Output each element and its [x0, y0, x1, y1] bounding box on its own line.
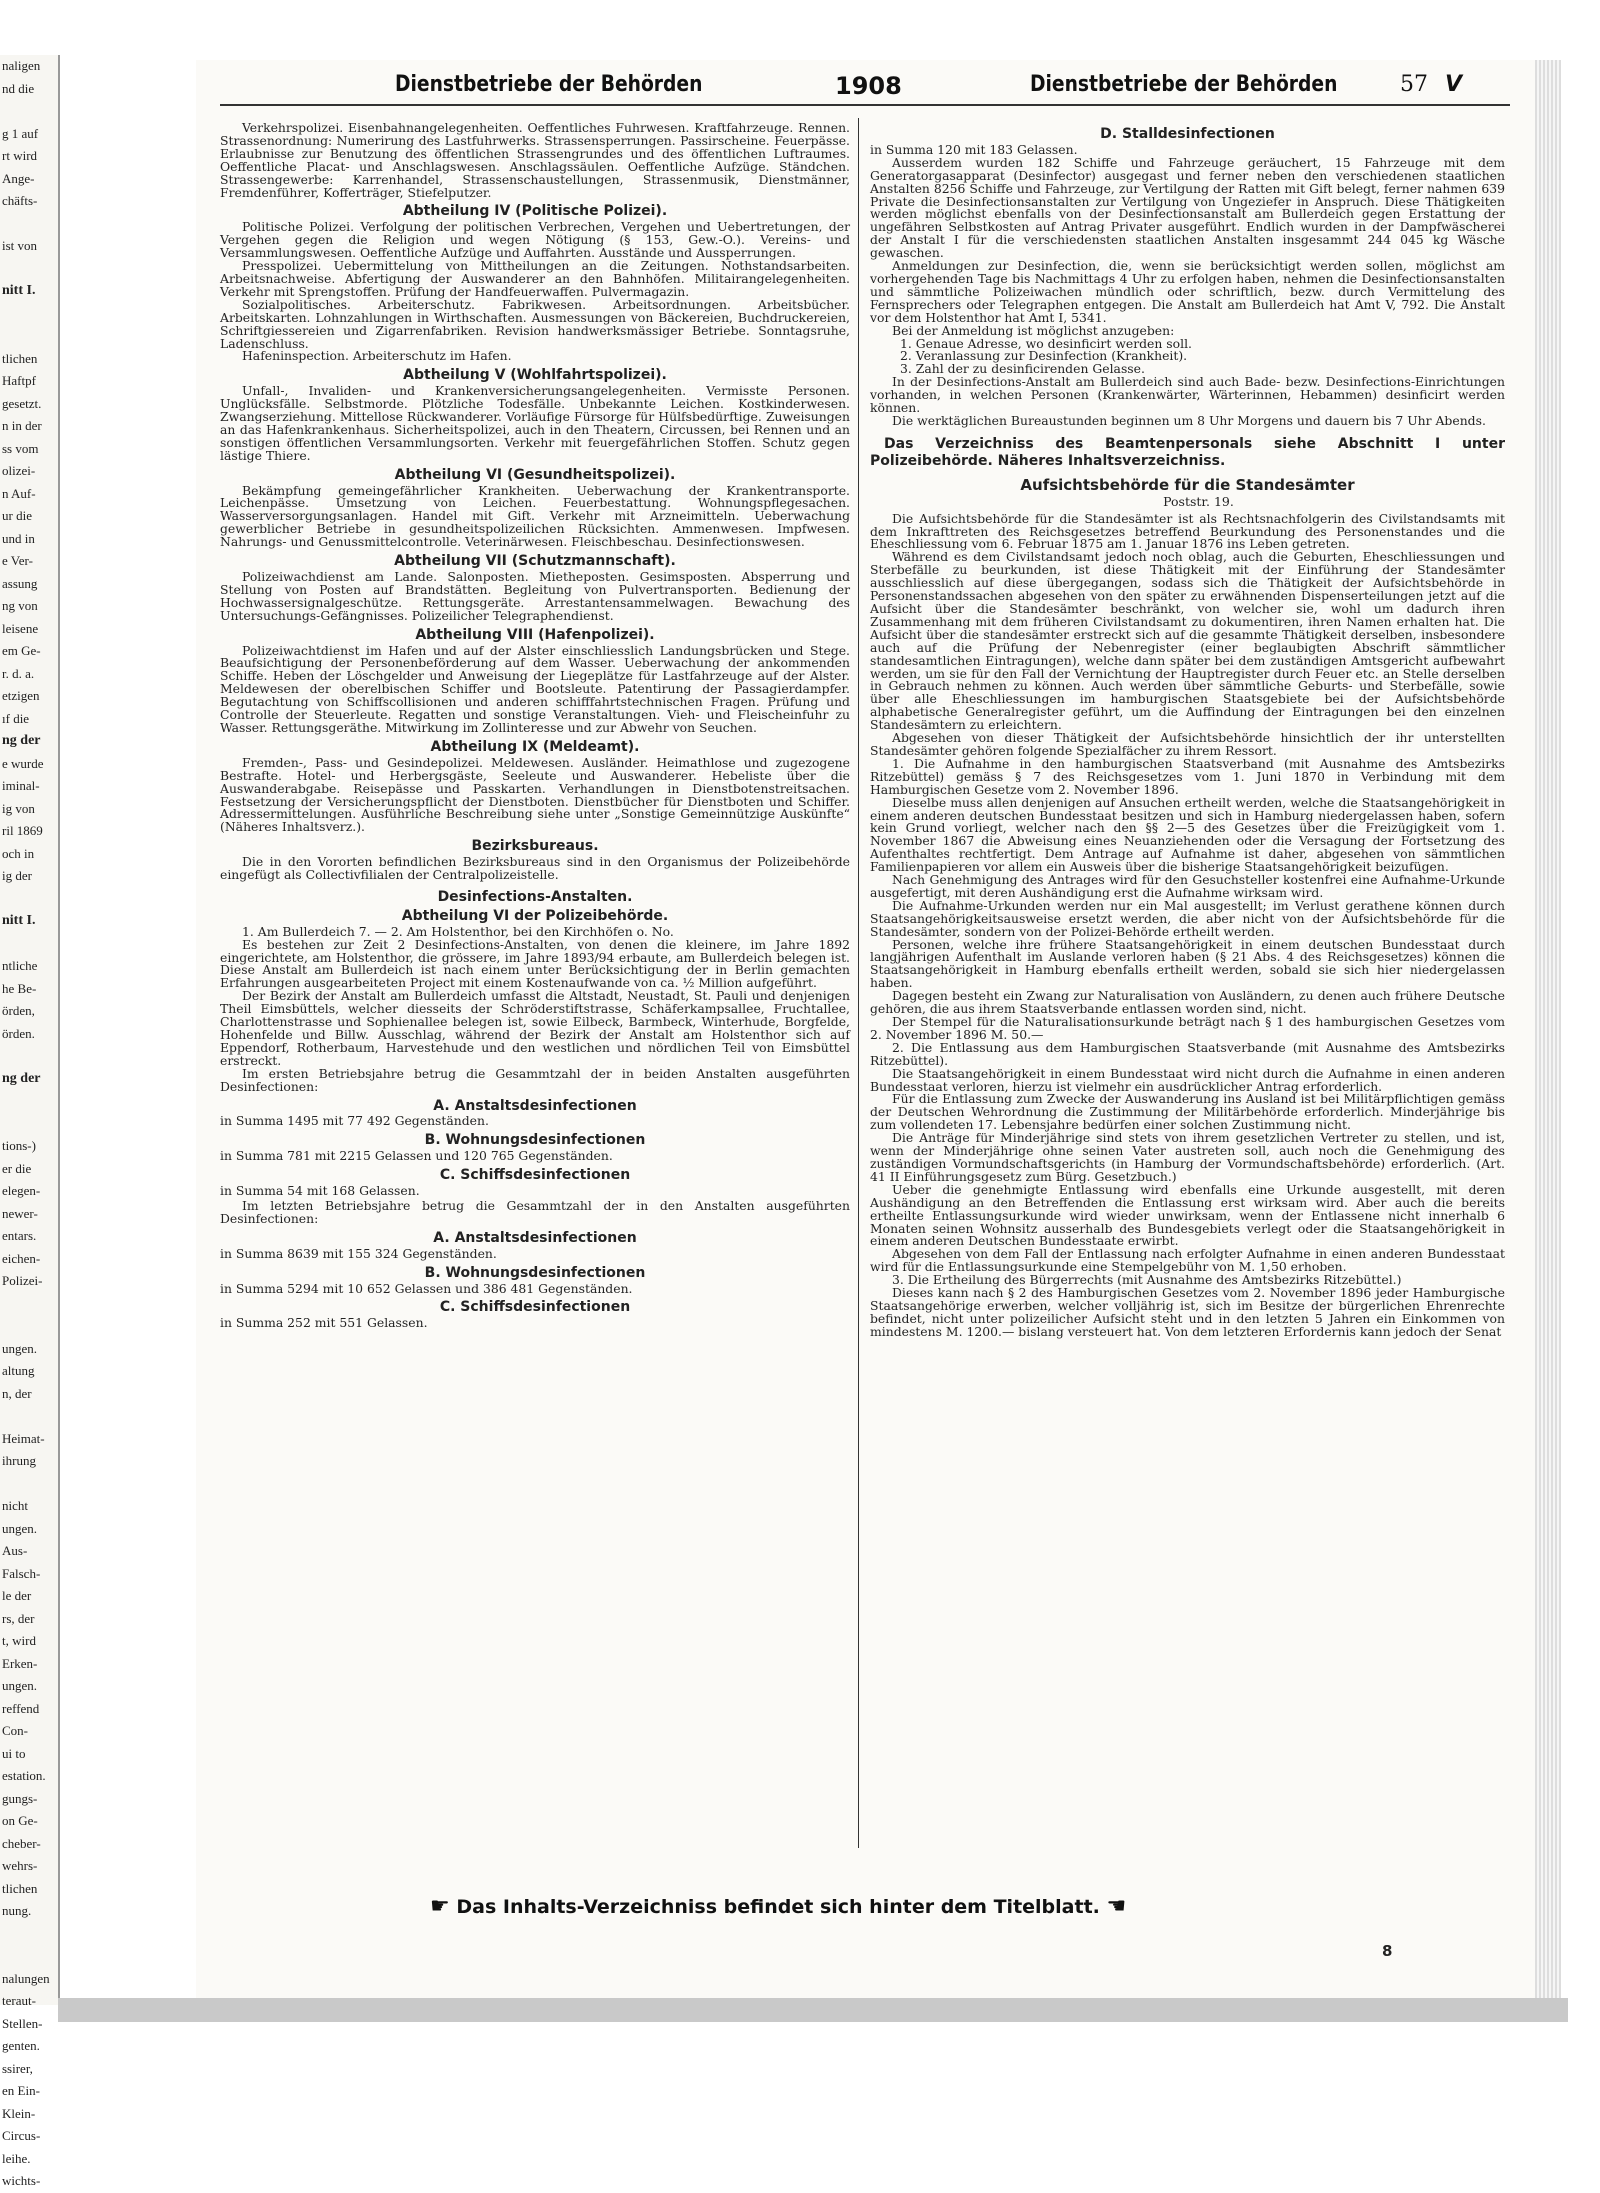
edge-fragment: olizei- — [2, 463, 36, 478]
desinfection-details — [870, 154, 1505, 338]
table-of-contents-note — [430, 1894, 1126, 1919]
department-paragraph: Sozialpolitisches. Arbeiterschutz. Fabrikwesen. Arbeitsordnungen. Arbeitsbücher. Arbeitskarten. Lohnzahlungen in Wirthschaften. Ausmessungen von Bäckereien, Buchdruckereien, Schriftgiessereien und Zigarrenfabriken. Revision handwerksmässiger Betriebe. Sonntagsruhe, Ladenschluss. — [220, 296, 850, 351]
department-paragraph: Presspolizei. Uebermittelung von Mittheilungen an die Zeitungen. Nothstandsarbeiten. Arbeitsnachweise. Abfertigung der Auswanderer an den Bahnhöfen. Militairangelegenheiten. Verkehr mit Sprengstoffen. Prüfung der Handfeuerwaffen. Pulvermagazin. — [220, 258, 850, 299]
edge-fragment: reffend — [2, 1700, 40, 1716]
stall-desinfection-total: in Summa 120 mit 183 Gelassen. — [870, 141, 1078, 157]
paragraph: Anmeldungen zur Desinfection, die, wenn sie berücksichtigt werden sollen, möglichst am vorhergehenden Tage bis Nachmittags 4 Uhr zu erfolgen haben, nehmen die Desinfectionsanstalten und sämmtliche Polizeiwachen mündlich oder schriftlich, bezw. durch Vermittelung des Fernsprechers oder Telegraphen entgegen. Die Anstalt am Bullerdeich hat Amt V, 792. Die Anstalt vor dem Holstenthor hat Amt I, 5341. — [870, 258, 1505, 325]
paragraph: Für die Entlassung zum Zwecke der Auswanderung ins Ausland ist bei Militärpflichtigen gemäss der Deutschen Wehrordnung die Zustimmung der Militärbehörde erforderlich. Minderjährige bis zum vollendeten 17. Lebensjahre bedürfen einer solchen Zustimmung nicht. — [870, 1091, 1505, 1133]
edge-fragment: newer- — [2, 1205, 38, 1221]
header-rule — [220, 104, 1510, 106]
list-item: 3. Zahl der zu desinficirenden Gelasse. — [900, 361, 1145, 377]
statistic-total: in Summa 8639 mit 155 324 Gegenständen. — [220, 1245, 497, 1261]
header-page-number: 57 — [1400, 72, 1428, 97]
edge-fragment — [0, 1405, 58, 1428]
edge-fragment: ui to — [2, 1745, 26, 1761]
edge-fragment — [0, 1473, 58, 1496]
department-heading: Abtheilung IX (Meldeamt). — [430, 738, 640, 755]
edge-fragment: t, wird — [2, 1633, 36, 1648]
edge-fragment — [0, 1315, 58, 1338]
edge-fragment: chäfts- — [2, 193, 38, 208]
first-year-statistics — [220, 1097, 850, 1199]
edge-fragment — [0, 1945, 58, 1968]
edge-fragment: nitt I. — [2, 283, 36, 298]
statistic-total: in Summa 54 mit 168 Gelassen. — [220, 1183, 420, 1199]
edge-fragment: nung. — [2, 1903, 32, 1918]
statistic-total: in Summa 1495 mit 77 492 Gegenständen. — [220, 1113, 489, 1129]
edge-fragment: Stellen- — [2, 2015, 43, 2031]
edge-fragment: ig von — [2, 800, 35, 816]
paragraph: Der Stempel für die Naturalisationsurkunde beträgt nach § 1 des hamburgischen Gesetzes vom 2. November 1896 M. 50.— — [870, 1014, 1505, 1042]
paragraph: In der Desinfections-Anstalt am Bullerdeich sind auch Bade- bezw. Desinfections-Einrichtungen vorhanden, in welchen Personen (Krankenwärter, Wärterinnen, Hebammen) desinficirt werden können. — [870, 374, 1505, 416]
paragraph: Abgesehen von dieser Thätigkeit der Aufsichtsbehörde hinsichtlich der ihr unterstellten Standesämter gehören folgende Spezialfächer zu ihrem Ressort. — [870, 730, 1505, 758]
paragraph: Während es dem Civilstandsamt jedoch noch oblag, auch die Geburten, Eheschliessungen und Sterbefälle zu beurkunden, ist diese Thätigkeit mit der Einführung der Standesämter ausschliesslich auf diese übergegangen, sodass sich die Thätigkeit der Aufsichtsbehörde in Personenstandssachen abgesehen von den später zu erwähnenden Dispenserteilungen jetzt auf die Aufsicht über die Standesämter beschränkt, von welcher sie, wohl um dadurch ihren Zusammenhang mit dem früheren Civilstandsamt zu dokumentiren, ihren Namen erhalten hat. Die Aufsicht über die standesämter erstreckt sich auf die gesammte Thätigkeit derselben, insbesondere auch auf die Prüfung der Nebenregister (einer beglaubigten Abschrift sämmtlicher standesamtlichen Eintragungen), welche dann später bei dem zuständigen Amtsgericht aufbewahrt werden, um sie für den Fall der Vernichtung der Hauptregister durch Feuer etc. an Stelle derselben in Gebrauch nehmen zu können. Auch werden über sämmtliche Geburts- und Sterbefälle, sowie über alle Eheschliessungen im hamburgischen Staatsgebiete bei der Aufsichtsbehörde alphabetische Generalregister geführt, um die Auffindung der Eintragungen bei den einzelnen Standesämtern zu erleichtern. — [870, 549, 1505, 733]
desinfection-paragraph: Im ersten Betriebsjahre betrug die Gesammtzahl der in beiden Anstalten ausgeführten Desinfectionen: — [220, 1065, 850, 1094]
paragraph: Dagegen besteht ein Zwang zur Naturalisation von Ausländern, zu denen auch frühere Deutsche gehören, die aus ihrem Staatsverbande entlassen worden sind, nicht. — [870, 988, 1505, 1017]
paragraph: Dieses kann nach § 2 des Hamburgischen Gesetzes vom 2. November 1896 jeder Hamburgische Staatsangehörige erwerben, welcher volljährig ist, sich im Besitze der bürgerlichen Ehrenrechte befindet, nicht unter polizeilicher Aufsicht steht und in den letzten 5 Jahren ein Einkommen von mindestens M. 1200.— bislang versteuert hat. Von dem letzteren Erfordernis kann jedoch der Senat — [870, 1285, 1505, 1339]
paragraph: Die Staatsangehörigkeit in einem Bundesstaat wird nicht durch die Aufnahme in einen anderen Bundesstaat verloren, hierzu ist vielmehr ein ausdrücklicher Antrag erforderlich. — [870, 1065, 1505, 1094]
edge-fragment: cheber- — [2, 1835, 41, 1851]
edge-fragment: Klein- — [2, 2105, 36, 2121]
paragraph: Personen, welche ihre frühere Staatsangehörigkeit in einem deutschen Bundesstaat durch langjährigen Aufenthalt im Auslande verloren haben (§ 21 Abs. 4 des Reichsgesetzes) können die Staatsangehörigkeit in Hamburg ebenfalls ertheilt werden, sobald sie sich hier niedergelassen haben. — [870, 936, 1505, 991]
edge-fragment: ungen. — [2, 1340, 38, 1356]
statistic-total: in Summa 781 mit 2215 Gelassen und 120 765 Gegenständen. — [220, 1148, 613, 1164]
edge-fragment: rt wird — [2, 148, 38, 163]
edge-fragment: ur die — [2, 508, 32, 523]
paragraph: Abgesehen von dem Fall der Entlassung nach erfolgter Aufnahme in einen anderen Bundesstaat wird für die Entlassungsurkunde eine Stempelgebühr von M. 1,50 erhoben. — [870, 1246, 1505, 1275]
edge-fragment: ng der — [2, 733, 41, 748]
department-paragraph: Bekämpfung gemeingefährlicher Krankheiten. Ueberwachung der Krankentransporte. Leichenpässe. Umsetzung von Leichen. Feuerbestattung. Wohnungspflegesachen. Wasserversorgungsanlagen. Handel mit Gift. Verkehr mit Arzneimitteln. Ueberwachung gewerblicher Betriebe in gesundheitspolizeilichen Rücksichten. Ammenwesen. Impfwesen. Nahrungs- und Genussmittelcontrolle. Veterinärwesen. Fleischbeschau. Desinfectionswesen. — [220, 482, 850, 550]
paragraph: 1. Die Aufnahme in den hamburgischen Staatsverband (mit Ausnahme des Amtsbezirks Ritzebüttel) gemäss § 7 des Reichsgesetzes vom 1. Juni 1870 in Verbindung mit dem Hamburgischen Gesetze vom 2. November 1896. — [870, 755, 1505, 797]
paragraph: Die Aufsichtsbehörde für die Standesämter ist als Rechtsnachfolgerin des Civilstandsamts mit dem Inkrafttreten des Reichsgesetzes betreffend Beurkundung des Personenstandes und die Eheschliessung vom 6. Februar 1875 am 1. Januar 1876 ins Leben getreten. — [870, 510, 1505, 552]
edge-fragment: ng von — [2, 598, 38, 613]
edge-fragment: g 1 auf — [2, 125, 39, 141]
edge-fragment — [0, 933, 58, 956]
edge-fragment: Erken- — [2, 1655, 38, 1671]
edge-fragment: nalungen — [2, 1970, 50, 1986]
intro-paragraph: Verkehrspolizei. Eisenbahnangelegenheiten. Oeffentliches Fuhrwesen. Kraftfahrzeuge. Rennen. Strassenordnung: Numerirung des Lastfuhrwerks. Strassensperrungen. Passirscheine. Feuerpässe. Erlaubnisse zur Benutzung des öffentlichen Strassengrundes und des öffentlichen Luftraumes. Oeffentliche Placat- und Anschlagswesen. Anschlagssäulen. Oeffentliche Aufzüge. Ständchen. Strassengewerbe: Karrenhandel, Strassenschaustellungen, Strassenmusik, Dienstmänner, Fremdenführer, Kofferträger, Stiefelputzer. — [220, 120, 850, 200]
desinfection-title: Desinfections-Anstalten. — [437, 888, 633, 905]
signature-number: 8 — [1382, 1942, 1393, 1960]
edge-fragment: etzigen — [2, 688, 40, 703]
department-paragraph: Hafeninspection. Arbeiterschutz im Hafen. — [242, 348, 512, 364]
edge-fragment: Con- — [2, 1723, 28, 1738]
edge-fragment: he Be- — [2, 980, 37, 996]
supervisory-authority-text — [870, 510, 1505, 1339]
desinfection-addresses: 1. Am Bullerdeich 7. — 2. Am Holstenthor, bei den Kirchhöfen o. No. — [242, 923, 674, 939]
statistic-heading: C. Schiffsdesinfectionen — [439, 1167, 631, 1184]
department-paragraph: Polizeiwachdienst am Lande. Salonposten. Mietheposten. Gesimsposten. Absperrung und Stellung von Posten auf Brandstätten. Begleitung von Pulvertransporten. Bedienung der Hochwassersignalgeschütze. Rettungsgeräte. Arrestantensammelwagen. Bewachung des Untersuchungs-Gefängnisses. Polizeilicher Telegraphendienst. — [220, 569, 850, 623]
running-header — [200, 66, 1530, 106]
edge-fragment: und in — [2, 530, 35, 546]
desinfection-subtitle: Abtheilung VI der Polizeibehörde. — [401, 907, 669, 924]
desinfection-paragraphs — [220, 936, 850, 1094]
edge-fragment: ng der — [2, 1070, 41, 1086]
department-paragraph: Unfall-, Invaliden- und Krankenversicherungsangelegenheiten. Vermisste Personen. Unglücksfälle. Selbstmorde. Plötzliche Todesfälle. Unbekannte Leichen. Kostkinderwesen. Zwangserziehung. Mittellose Rückwanderer. Vorläufige Fürsorge für Hülfsbedürftige. Zuweisungen an das Hafenkrankenhaus. Sicherheitspolizei, auch in den Theatern, Circussen, bei Rennen und an sonstigen öffentlichen Versammlungsorten. Verkehr mit feuergefährlichen Stoffen. Schutz gegen lästige Thiere. — [220, 383, 850, 463]
paragraph: Die werktäglichen Bureaustunden beginnen um 8 Uhr Morgens und dauern bis 7 Uhr Abends. — [892, 412, 1486, 428]
edge-fragment: Aus- — [2, 1543, 28, 1558]
edge-fragment: örden, — [2, 1003, 35, 1018]
edge-fragment — [0, 1923, 58, 1946]
statistic-heading: C. Schiffsdesinfectionen — [439, 1299, 631, 1316]
edge-fragment: Falsch- — [2, 1565, 41, 1581]
edge-fragment — [0, 888, 58, 911]
edge-fragment: elegen- — [2, 1183, 41, 1198]
right-column — [870, 122, 1505, 1339]
edge-fragment: teraut- — [2, 1993, 36, 2008]
list-item: 2. Veranlassung zur Desinfection (Krankheit). — [900, 348, 1188, 364]
edge-fragment — [0, 258, 58, 281]
edge-fragment: altung — [2, 1363, 35, 1378]
edge-fragment: leihe. — [2, 2150, 31, 2166]
statistic-heading: B. Wohnungsdesinfectionen — [424, 1264, 646, 1281]
edge-fragment: ist von — [2, 238, 38, 253]
registration-list — [870, 335, 1505, 377]
edge-fragment — [0, 1090, 58, 1113]
edge-fragment: gesetzt. — [2, 395, 42, 411]
edge-fragment — [0, 100, 58, 123]
list-item: 1. Genaue Adresse, wo desinficirt werden soll. — [900, 335, 1192, 351]
edge-fragment: Circus- — [2, 2128, 41, 2143]
column-rule — [858, 118, 859, 1848]
paragraph: Bei der Anmeldung ist möglichst anzugeben: — [892, 322, 1175, 338]
edge-fragment: er die — [2, 1160, 32, 1176]
edge-fragment: tions-) — [2, 1138, 36, 1153]
department-paragraph: Fremden-, Pass- und Gesindepolizei. Meldewesen. Ausländer. Heimathlose und zugezogene Bestrafte. Hotel- und Herbergsgäste, Seeleute und Auswanderer. Hebeliste über die Auswanderabgabe. Reisepässe und Passkarten. Verhandlungen in Dienstbotenstreitsachen. Festsetzung der Versicherungspflicht der Dienstboten. Dienstbücher für Dienstboten und Schiffer. Adressermittelungen. Ausführliche Beschreibung siehe unter „Sonstige Gemeinnützige Auskünfte“ (Näheres Inhaltsverz.). — [220, 754, 850, 835]
edge-fragment: nicht — [2, 1498, 28, 1513]
pointing-hand-icon: ☛ — [430, 1894, 450, 1919]
page-stack-edge — [1535, 60, 1561, 2000]
desinfection-paragraph: Es bestehen zur Zeit 2 Desinfections-Anstalten, von denen die kleinere, im Jahre 1892 eingerichtete, am Holstenthor, die grössere, im Jahre 1893/94 erbaute, am Bullerdeich belegen ist. Diese Anstalt am Bullerdeich ist nach einem unter Berücksichtigung der in Berlin gemachten Erfahrungen ausgearbeiteten Project mit einem Kostenaufwande von ca. ½ Million aufgeführt. — [220, 936, 850, 991]
edge-fragment: ig der — [2, 868, 32, 883]
police-departments — [220, 205, 850, 882]
edge-fragment: ril 1869 — [2, 823, 43, 838]
supervisory-authority-address: Poststr. 19. — [1163, 493, 1234, 509]
edge-fragment: Haftpf — [2, 373, 36, 388]
edge-fragment: n Auf- — [2, 485, 36, 501]
edge-fragment: e wurde — [2, 755, 44, 771]
footer-text: Das Inhalts-Verzeichniss befindet sich hinter dem Titelblatt. — [456, 1896, 1100, 1918]
desinfection-paragraph: Der Bezirk der Anstalt am Bullerdeich umfasst die Altstadt, Neustadt, St. Pauli und denjenigen Theil Eimsbüttels, welcher diesseits der Schröderstiftstrasse, Schäferkampsallee, Fruchtallee, Charlottenstrasse und Sophienallee belegen ist, sowie Eilbeck, Barmbeck, Winterhude, Borgfelde, Hohenfelde und Billw. Ausschlag, während der Bezirk der Anstalt am Holstenthor sich auf Eppendorf, Rotherbaum, Harvestehude und den westlichen und nördlichen Teil von Eimsbüttel erstreckt. — [220, 988, 850, 1068]
edge-fragment: och in — [2, 845, 35, 861]
edge-fragment: nd die — [2, 80, 35, 96]
edge-fragment: on Ge- — [2, 1813, 38, 1828]
edge-fragment: r. d. a. — [2, 665, 35, 681]
edge-fragment: leisene — [2, 620, 39, 636]
edge-fragment: assung — [2, 575, 38, 591]
department-heading: Abtheilung V (Wohlfahrtspolizei). — [403, 367, 667, 384]
edge-fragment: nitt I. — [2, 913, 36, 928]
edge-fragment: ıf die — [2, 710, 30, 726]
edge-fragment: örden. — [2, 1025, 35, 1041]
paragraph: Die Aufnahme-Urkunden werden nur ein Mal ausgestellt; im Verlust gerathene können durch Staatsangehörigkeitsausweise ersetzt werden, die aber nicht von der Aufsichtsbehörde für die Standesämter, sondern von der Polizei-Behörde ertheilt werden. — [870, 897, 1505, 939]
statistic-total: in Summa 252 mit 551 Gelassen. — [220, 1315, 428, 1331]
edge-fragment: n in der — [2, 418, 42, 433]
pointing-hand-icon: ☚ — [1106, 1894, 1127, 1919]
edge-fragment: Heimat- — [2, 1430, 45, 1446]
edge-fragment: en Ein- — [2, 2083, 40, 2098]
last-year-statistics — [220, 1229, 850, 1331]
edge-fragment: ungen. — [2, 1520, 38, 1536]
edge-fragment: ntliche — [2, 958, 38, 973]
edge-fragment: naligen — [2, 58, 41, 73]
left-column — [220, 122, 850, 1330]
paragraph: 3. Die Ertheilung des Bürgerrechts (mit Ausnahme des Amtsbezirks Ritzebüttel.) — [892, 1272, 1402, 1288]
edge-fragment: gungs- — [2, 1790, 38, 1806]
edge-fragment: genten. — [2, 2038, 40, 2053]
edge-fragment — [0, 213, 58, 236]
edge-fragment: eichen- — [2, 1250, 41, 1266]
paragraph: Ausserdem wurden 182 Schiffe und Fahrzeuge geräuchert, 15 Fahrzeuge mit dem Generatorgasapparat (Desinfector) ausgegast und ferner neben den verschiedenen staatlichen Anstalten 8256 Schiffe und Fahrzeuge, zur Vertilgung der Ratten mit Gift belegt, ferner nahmen 639 Private die Desinfectionsanstalten zur Vertilgung von Ungeziefer in Anspruch. Diese Thätigkeiten werden möglichst ebenfalls von der Desinfectionsanstalt am Bullerdeich gegen Erstattung der ungefähren Selbstkosten auf Antrag Privater ausgeführt. Endlich wurden in der Dampfwäscherei der Anstalt I für die verschiedensten staatlichen Anstalten insgesammt 244 045 kg Wäsche gewaschen. — [870, 154, 1505, 261]
department-paragraph: Politische Polizei. Verfolgung der politischen Verbrechen, Vergehen und Uebertretungen, der Vergehen gegen die Religion und wegen Nötigung (§ 153, Gew.-O.). Vereins- und Versammlungswesen. Oeffentliche Aufzüge und Auffahrten. Ausstände und Aussperrungen. — [220, 219, 850, 261]
edge-fragment: tlichen — [2, 1880, 38, 1896]
stall-desinfection-title: D. Stalldesinfectionen — [1100, 126, 1275, 142]
edge-fragment: n, der — [2, 1385, 32, 1401]
adjacent-page-edge — [0, 55, 60, 2188]
header-section: V — [1445, 72, 1463, 97]
paragraph: 2. Die Entlassung aus dem Hamburgischen Staatsverbande (mit Ausnahme des Amtsbezirks Ritzebüttel). — [870, 1039, 1505, 1068]
department-paragraph: Polizeiwachtdienst im Hafen und auf der Alster einschliesslich Landungsbrücken und Stege. Beaufsichtigung der Personenbeförderung auf dem Wasser. Ueberwachung der ankommenden Schiffe. Heben der Löschgelder und Anweisung der Liegeplätze für Lastfahrzeuge auf der Alster. Meldewesen der oberelbischen Schiffer und Bootsleute. Patentirung der Passagierdampfer. Begutachtung von Schiffscollisionen und anderen schifffahrtstechnischen Fragen. Prüfung und Controlle der Steuerleute. Regatten und sonstige Veranstaltungen. Vieh- und Fleischeinfuhr zu Wasser. Rettungsgeräthe. Mitwirkung im Zollinteresse und zur Abwehr von Seuchen. — [220, 642, 850, 735]
department-heading: Abtheilung IV (Politische Polizei). — [402, 203, 668, 220]
edge-fragment: le der — [2, 1588, 32, 1603]
edge-fragment: Ange- — [2, 170, 35, 186]
department-heading: Abtheilung VIII (Hafenpolizei). — [415, 626, 655, 643]
paragraph: Die Anträge für Minderjährige sind stets von ihrem gesetzlichen Vertreter zu stellen, und ist, wenn der Minderjährige ohne seinen Vater austreten soll, auch noch die Genehmigung des zuständigen Vormundschaftsgerichts (in Hamburg der Vormundschaftsbehörde) erforderlich. (Art. 41 II Einführungsgesetz zum Bürg. Gesetzbuch.) — [870, 1130, 1505, 1184]
desinfection-notes — [870, 376, 1505, 428]
edge-fragment: Polizei- — [2, 1273, 43, 1288]
edge-fragment: rs, der — [2, 1610, 35, 1626]
edge-fragment: wichts- — [2, 2173, 41, 2188]
edge-fragment: estation. — [2, 1768, 46, 1783]
edge-fragment — [0, 1113, 58, 1136]
paragraph: Nach Genehmigung des Antrages wird für den Gesuchsteller kostenfrei eine Aufnahme-Urkunde ausgefertigt, mit deren Aushändigung erst die Aufnahme wirksam wird. — [870, 872, 1505, 900]
header-right-title: Dienstbetriebe der Behörden — [1030, 72, 1338, 97]
statistic-heading: A. Anstaltsdesinfectionen — [433, 1097, 637, 1114]
scan-bottom-shadow — [58, 1998, 1568, 2022]
department-paragraph: Die in den Vororten befindlichen Bezirksbureaus sind in den Organismus der Polizeibehörde eingefügt als Collectivfilialen der Centralpolizeistelle. — [220, 854, 850, 883]
edge-fragment: entars. — [2, 1228, 37, 1243]
personnel-note: Das Verzeichniss des Beamtenpersonals siehe Abschnitt I unter Polizeibehörde. Näheres Inhaltsverzeichniss. — [870, 435, 1505, 469]
header-year: 1908 — [835, 72, 902, 100]
header-left-title: Dienstbetriebe der Behörden — [395, 72, 703, 97]
edge-fragment — [0, 303, 58, 326]
last-year-intro: Im letzten Betriebsjahre betrug die Gesammtzahl der in den Anstalten ausgeführten Desinfectionen: — [220, 1197, 850, 1226]
department-heading: Abtheilung VII (Schutzmannschaft). — [394, 553, 676, 570]
department-heading: Bezirksbureaus. — [471, 838, 599, 855]
edge-fragment — [0, 1045, 58, 1068]
edge-fragment: ungen. — [2, 1678, 38, 1693]
edge-fragment: ss vom — [2, 440, 39, 456]
edge-fragment: ihrung — [2, 1453, 36, 1468]
supervisory-authority-title: Aufsichtsbehörde für die Standesämter — [1020, 475, 1355, 494]
edge-fragment: iminal- — [2, 778, 40, 793]
paragraph: Ueber die genehmigte Entlassung wird ebenfalls eine Urkunde ausgestellt, mit deren Aushändigung an den Betreffenden die Entlassung erst wirksam wird. Aber auch die bereits ertheilte Entlassungsurkunde wird wieder unwirksam, wenn der Entlassene nicht innerhalb 6 Monaten seinen Wohnsitz ausserhalb des Bundesgebiets verlegt oder die Staatsangehörigkeit in einem anderen Deutschen Bundesstaate erwirbt. — [870, 1181, 1505, 1249]
department-heading: Abtheilung VI (Gesundheitspolizei). — [394, 466, 676, 483]
edge-fragment: em Ge- — [2, 643, 41, 658]
edge-fragment — [0, 1293, 58, 1316]
paragraph: Dieselbe muss allen denjenigen auf Ansuchen ertheilt werden, welche die Staatsangehörigkeit in einem anderen deutschen Bundesstaat besitzen und sich in Hamburg niedergelassen haben, sofern kein Grund vorliegt, welcher nach den §§ 2—5 des Gesetzes über die Freizügigkeit vom 1. November 1867 die Abweisung eines Neuanziehenden oder die Versagung der Fortsetzung des Aufenthaltes rechtfertigt. Dem Antrage auf Aufnahme ist daher, abgesehen von sämmtlichen Familienpapieren vor allem ein Ausweis über die bisherige Staatsangehörigkeit beizufügen. — [870, 794, 1505, 875]
edge-fragment — [0, 325, 58, 348]
edge-fragment: wehrs- — [2, 1858, 38, 1873]
edge-fragment: e Ver- — [2, 553, 33, 568]
edge-fragment: tlichen — [2, 350, 38, 366]
statistic-total: in Summa 5294 mit 10 652 Gelassen und 386 481 Gegenständen. — [220, 1280, 633, 1296]
statistic-heading: B. Wohnungsdesinfectionen — [424, 1132, 646, 1149]
statistic-heading: A. Anstaltsdesinfectionen — [433, 1229, 637, 1246]
edge-fragment: ssirer, — [2, 2060, 33, 2076]
